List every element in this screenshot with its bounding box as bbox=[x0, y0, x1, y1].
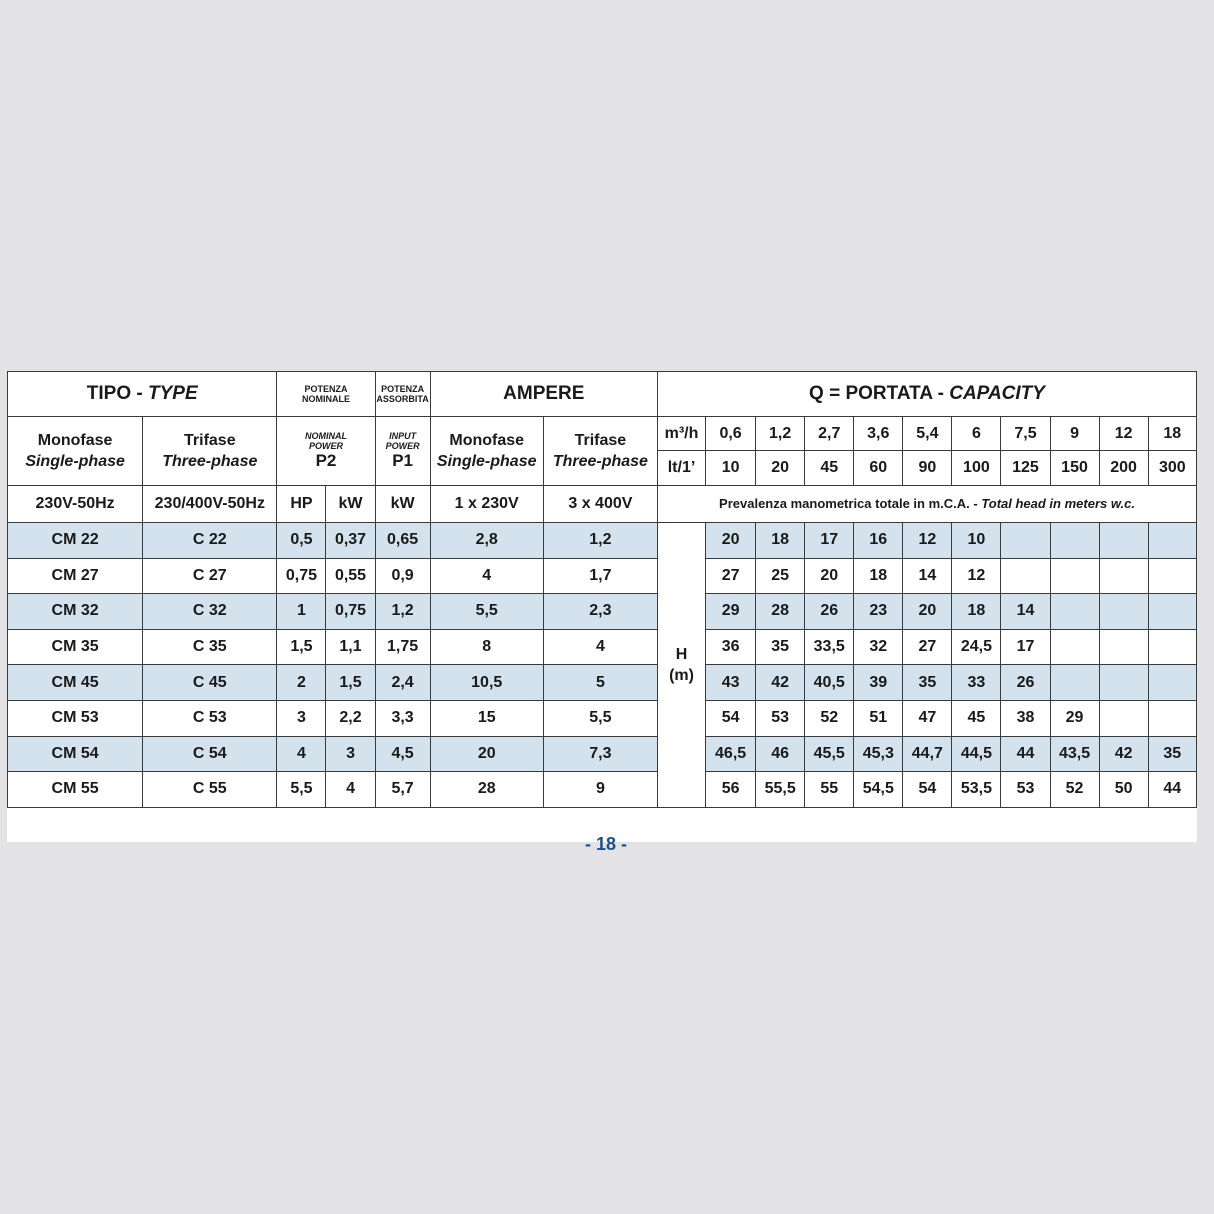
head-cell: 45,5 bbox=[805, 736, 854, 772]
power-label-2: POWER bbox=[385, 441, 420, 451]
head-cell bbox=[1099, 700, 1148, 736]
head-cell bbox=[1148, 629, 1196, 665]
head-cell bbox=[1050, 665, 1099, 701]
ampere-header bbox=[430, 372, 657, 417]
spec-sheet bbox=[7, 371, 1197, 854]
head-cell: 32 bbox=[854, 629, 903, 665]
head-axis-label bbox=[657, 523, 705, 808]
amp-mono-cell: 2,8 bbox=[430, 523, 543, 559]
lt-value: 45 bbox=[805, 451, 854, 486]
model-mono: CM 32 bbox=[8, 594, 143, 630]
lt-value: 100 bbox=[952, 451, 1001, 486]
lt-value: 60 bbox=[854, 451, 903, 486]
header-row-1 bbox=[8, 372, 1197, 417]
kw-p1-unit: kW bbox=[375, 486, 430, 523]
head-cell: 18 bbox=[854, 558, 903, 594]
head-cell bbox=[1050, 594, 1099, 630]
table-row bbox=[8, 629, 1197, 665]
kw-p2-unit: kW bbox=[326, 486, 375, 523]
page-number: - 18 - bbox=[585, 834, 628, 854]
amp-single-phase-label: Single-phase bbox=[436, 453, 537, 470]
head-cell: 36 bbox=[706, 629, 756, 665]
amp-monofase-label: Monofase bbox=[449, 432, 525, 449]
amp-three-phase-label: Three-phase bbox=[552, 453, 648, 470]
assorbita-label: ASSORBITA bbox=[376, 394, 429, 404]
head-cell: 35 bbox=[903, 665, 952, 701]
head-cell: 55,5 bbox=[756, 772, 805, 808]
head-cell: 24,5 bbox=[952, 629, 1001, 665]
tipo-label: TIPO - bbox=[86, 383, 149, 404]
amp-mono-cell: 8 bbox=[430, 629, 543, 665]
capacity-header bbox=[657, 372, 1196, 417]
h-label: H bbox=[675, 645, 688, 663]
hp-cell: 4 bbox=[277, 736, 326, 772]
head-cell bbox=[1148, 594, 1196, 630]
head-cell: 28 bbox=[756, 594, 805, 630]
head-cell: 27 bbox=[706, 558, 756, 594]
head-cell: 54 bbox=[903, 772, 952, 808]
amp-tri-cell: 1,7 bbox=[543, 558, 657, 594]
head-cell: 54 bbox=[706, 700, 756, 736]
head-cell: 52 bbox=[805, 700, 854, 736]
kw1-cell: 0,9 bbox=[375, 558, 430, 594]
model-mono: CM 54 bbox=[8, 736, 143, 772]
head-cell bbox=[1148, 558, 1196, 594]
kw1-cell: 3,3 bbox=[375, 700, 430, 736]
head-cell: 50 bbox=[1099, 772, 1148, 808]
head-cell: 12 bbox=[952, 558, 1001, 594]
head-cell: 45,3 bbox=[854, 736, 903, 772]
kw1-cell: 1,75 bbox=[375, 629, 430, 665]
model-mono: CM 22 bbox=[8, 523, 143, 559]
head-cell: 29 bbox=[706, 594, 756, 630]
power-label: POWER bbox=[308, 441, 343, 451]
head-cell: 17 bbox=[805, 523, 854, 559]
head-cell bbox=[1099, 665, 1148, 701]
head-cell: 18 bbox=[952, 594, 1001, 630]
head-cell: 38 bbox=[1001, 700, 1050, 736]
model-tri: C 53 bbox=[143, 700, 277, 736]
amp-tri-cell: 2,3 bbox=[543, 594, 657, 630]
amp-tri-cell: 7,3 bbox=[543, 736, 657, 772]
m3h-value: 2,7 bbox=[805, 417, 854, 451]
head-cell bbox=[1148, 665, 1196, 701]
lt-value: 125 bbox=[1001, 451, 1050, 486]
m3h-value: 5,4 bbox=[903, 417, 952, 451]
head-cell: 17 bbox=[1001, 629, 1050, 665]
amp-mono-voltage: 1 x 230V bbox=[430, 486, 543, 523]
p1-header bbox=[375, 417, 430, 486]
capacity-label: CAPACITY bbox=[949, 383, 1045, 404]
kw2-cell: 4 bbox=[326, 772, 375, 808]
model-tri: C 45 bbox=[143, 665, 277, 701]
amp-tri-voltage: 3 x 400V bbox=[543, 486, 657, 523]
model-mono: CM 53 bbox=[8, 700, 143, 736]
kw2-cell: 0,75 bbox=[326, 594, 375, 630]
head-cell: 14 bbox=[903, 558, 952, 594]
volt-tri: 230/400V-50Hz bbox=[143, 486, 277, 523]
kw1-cell: 0,65 bbox=[375, 523, 430, 559]
head-cell bbox=[1001, 523, 1050, 559]
head-cell bbox=[1099, 523, 1148, 559]
table-row bbox=[8, 523, 1197, 559]
head-cell: 33,5 bbox=[805, 629, 854, 665]
head-cell: 43,5 bbox=[1050, 736, 1099, 772]
head-cell: 44 bbox=[1001, 736, 1050, 772]
prevalenza-label: Prevalenza manometrica totale in m.C.A. - bbox=[719, 496, 982, 511]
head-cell: 44,5 bbox=[952, 736, 1001, 772]
head-cell bbox=[1001, 558, 1050, 594]
kw1-cell: 5,7 bbox=[375, 772, 430, 808]
nominal-label: NOMINAL bbox=[304, 431, 347, 441]
head-cell: 44,7 bbox=[903, 736, 952, 772]
m3h-value: 9 bbox=[1050, 417, 1099, 451]
head-cell: 26 bbox=[805, 594, 854, 630]
head-cell: 12 bbox=[903, 523, 952, 559]
model-tri: C 54 bbox=[143, 736, 277, 772]
amp-tri-cell: 5 bbox=[543, 665, 657, 701]
head-cell: 27 bbox=[903, 629, 952, 665]
head-cell: 26 bbox=[1001, 665, 1050, 701]
model-tri: C 22 bbox=[143, 523, 277, 559]
head-cell: 33 bbox=[952, 665, 1001, 701]
hp-cell: 5,5 bbox=[277, 772, 326, 808]
m3h-value: 12 bbox=[1099, 417, 1148, 451]
m3h-value: 0,6 bbox=[706, 417, 756, 451]
single-phase-label: Single-phase bbox=[25, 453, 125, 470]
lt-value: 90 bbox=[903, 451, 952, 486]
m-label: (m) bbox=[669, 666, 694, 684]
head-cell: 40,5 bbox=[805, 665, 854, 701]
head-cell: 16 bbox=[854, 523, 903, 559]
kw2-cell: 2,2 bbox=[326, 700, 375, 736]
potenza-label: POTENZA bbox=[304, 384, 348, 394]
model-tri: C 27 bbox=[143, 558, 277, 594]
head-cell: 52 bbox=[1050, 772, 1099, 808]
amp-trifase-header bbox=[543, 417, 657, 486]
model-mono: CM 45 bbox=[8, 665, 143, 701]
head-cell: 23 bbox=[854, 594, 903, 630]
head-cell: 45 bbox=[952, 700, 1001, 736]
pump-performance-table bbox=[7, 371, 1197, 808]
head-cell: 51 bbox=[854, 700, 903, 736]
model-tri: C 35 bbox=[143, 629, 277, 665]
head-cell: 43 bbox=[706, 665, 756, 701]
lt-value: 20 bbox=[756, 451, 805, 486]
table-row bbox=[8, 736, 1197, 772]
head-cell: 53 bbox=[1001, 772, 1050, 808]
hp-cell: 1,5 bbox=[277, 629, 326, 665]
p2-label: P2 bbox=[315, 451, 337, 470]
amp-mono-cell: 20 bbox=[430, 736, 543, 772]
total-head-label: Total head in meters w.c. bbox=[981, 496, 1135, 511]
hp-cell: 2 bbox=[277, 665, 326, 701]
trifase-header bbox=[143, 417, 277, 486]
hp-cell: 1 bbox=[277, 594, 326, 630]
portata-label: Q = PORTATA - bbox=[809, 383, 950, 404]
m3h-value: 1,2 bbox=[756, 417, 805, 451]
type-header bbox=[8, 372, 277, 417]
head-cell: 39 bbox=[854, 665, 903, 701]
head-cell: 20 bbox=[805, 558, 854, 594]
m3h-value: 3,6 bbox=[854, 417, 903, 451]
model-tri: C 32 bbox=[143, 594, 277, 630]
potenza-label-2: POTENZA bbox=[381, 384, 425, 394]
head-cell: 54,5 bbox=[854, 772, 903, 808]
lt-value: 200 bbox=[1099, 451, 1148, 486]
model-mono: CM 27 bbox=[8, 558, 143, 594]
head-cell: 55 bbox=[805, 772, 854, 808]
kw2-cell: 1,1 bbox=[326, 629, 375, 665]
amp-mono-cell: 5,5 bbox=[430, 594, 543, 630]
kw1-cell: 4,5 bbox=[375, 736, 430, 772]
head-cell: 35 bbox=[756, 629, 805, 665]
head-cell bbox=[1050, 523, 1099, 559]
table-row bbox=[8, 772, 1197, 808]
m3h-value: 7,5 bbox=[1001, 417, 1050, 451]
header-row-2 bbox=[8, 417, 1197, 451]
head-cell bbox=[1148, 700, 1196, 736]
p1-label: P1 bbox=[392, 451, 413, 470]
head-cell bbox=[1099, 594, 1148, 630]
head-cell: 42 bbox=[1099, 736, 1148, 772]
head-cell: 18 bbox=[756, 523, 805, 559]
lt-value: 300 bbox=[1148, 451, 1196, 486]
head-cell: 20 bbox=[706, 523, 756, 559]
amp-mono-cell: 15 bbox=[430, 700, 543, 736]
kw1-cell: 2,4 bbox=[375, 665, 430, 701]
m3h-unit: m³/h bbox=[657, 417, 705, 451]
head-cell: 10 bbox=[952, 523, 1001, 559]
amp-tri-cell: 5,5 bbox=[543, 700, 657, 736]
m3h-value: 6 bbox=[952, 417, 1001, 451]
p2-header bbox=[277, 417, 375, 486]
amp-trifase-label: Trifase bbox=[574, 432, 627, 449]
table-row bbox=[8, 700, 1197, 736]
head-cell bbox=[1050, 629, 1099, 665]
type-label: TYPE bbox=[148, 383, 198, 404]
model-tri: C 55 bbox=[143, 772, 277, 808]
nominal-power-header bbox=[277, 372, 375, 417]
total-head-note bbox=[657, 486, 1196, 523]
amp-tri-cell: 9 bbox=[543, 772, 657, 808]
three-phase-label: Three-phase bbox=[162, 453, 258, 470]
head-cell: 53 bbox=[756, 700, 805, 736]
monofase-label: Monofase bbox=[37, 432, 113, 449]
header-row-4 bbox=[8, 486, 1197, 523]
hp-cell: 3 bbox=[277, 700, 326, 736]
head-cell: 56 bbox=[706, 772, 756, 808]
kw1-cell: 1,2 bbox=[375, 594, 430, 630]
nominale-label: NOMINALE bbox=[301, 394, 350, 404]
head-cell: 29 bbox=[1050, 700, 1099, 736]
amp-mono-cell: 4 bbox=[430, 558, 543, 594]
hp-unit: HP bbox=[277, 486, 326, 523]
trifase-label: Trifase bbox=[184, 432, 236, 449]
lt-unit: lt/1’ bbox=[657, 451, 705, 486]
head-cell: 20 bbox=[903, 594, 952, 630]
hp-cell: 0,75 bbox=[277, 558, 326, 594]
table-row bbox=[8, 558, 1197, 594]
head-cell bbox=[1099, 558, 1148, 594]
head-cell bbox=[1050, 558, 1099, 594]
model-mono: CM 55 bbox=[8, 772, 143, 808]
head-cell bbox=[1099, 629, 1148, 665]
amp-tri-cell: 4 bbox=[543, 629, 657, 665]
head-cell: 46 bbox=[756, 736, 805, 772]
input-label: INPUT bbox=[389, 431, 417, 441]
m3h-value: 18 bbox=[1148, 417, 1196, 451]
amp-monofase-header bbox=[430, 417, 543, 486]
head-cell: 42 bbox=[756, 665, 805, 701]
amp-mono-cell: 28 bbox=[430, 772, 543, 808]
kw2-cell: 3 bbox=[326, 736, 375, 772]
kw2-cell: 0,37 bbox=[326, 523, 375, 559]
table-row bbox=[8, 665, 1197, 701]
monofase-header bbox=[8, 417, 143, 486]
hp-cell: 0,5 bbox=[277, 523, 326, 559]
input-power-header bbox=[375, 372, 430, 417]
model-mono: CM 35 bbox=[8, 629, 143, 665]
amp-mono-cell: 10,5 bbox=[430, 665, 543, 701]
lt-value: 150 bbox=[1050, 451, 1099, 486]
table-row bbox=[8, 594, 1197, 630]
head-cell: 53,5 bbox=[952, 772, 1001, 808]
kw2-cell: 0,55 bbox=[326, 558, 375, 594]
head-cell: 35 bbox=[1148, 736, 1196, 772]
kw2-cell: 1,5 bbox=[326, 665, 375, 701]
volt-mono: 230V-50Hz bbox=[8, 486, 143, 523]
amp-tri-cell: 1,2 bbox=[543, 523, 657, 559]
head-cell: 46,5 bbox=[706, 736, 756, 772]
ampere-label: AMPERE bbox=[503, 383, 585, 404]
head-cell: 25 bbox=[756, 558, 805, 594]
head-cell: 44 bbox=[1148, 772, 1196, 808]
head-cell bbox=[1148, 523, 1196, 559]
head-cell: 14 bbox=[1001, 594, 1050, 630]
head-cell: 47 bbox=[903, 700, 952, 736]
lt-value: 10 bbox=[706, 451, 756, 486]
